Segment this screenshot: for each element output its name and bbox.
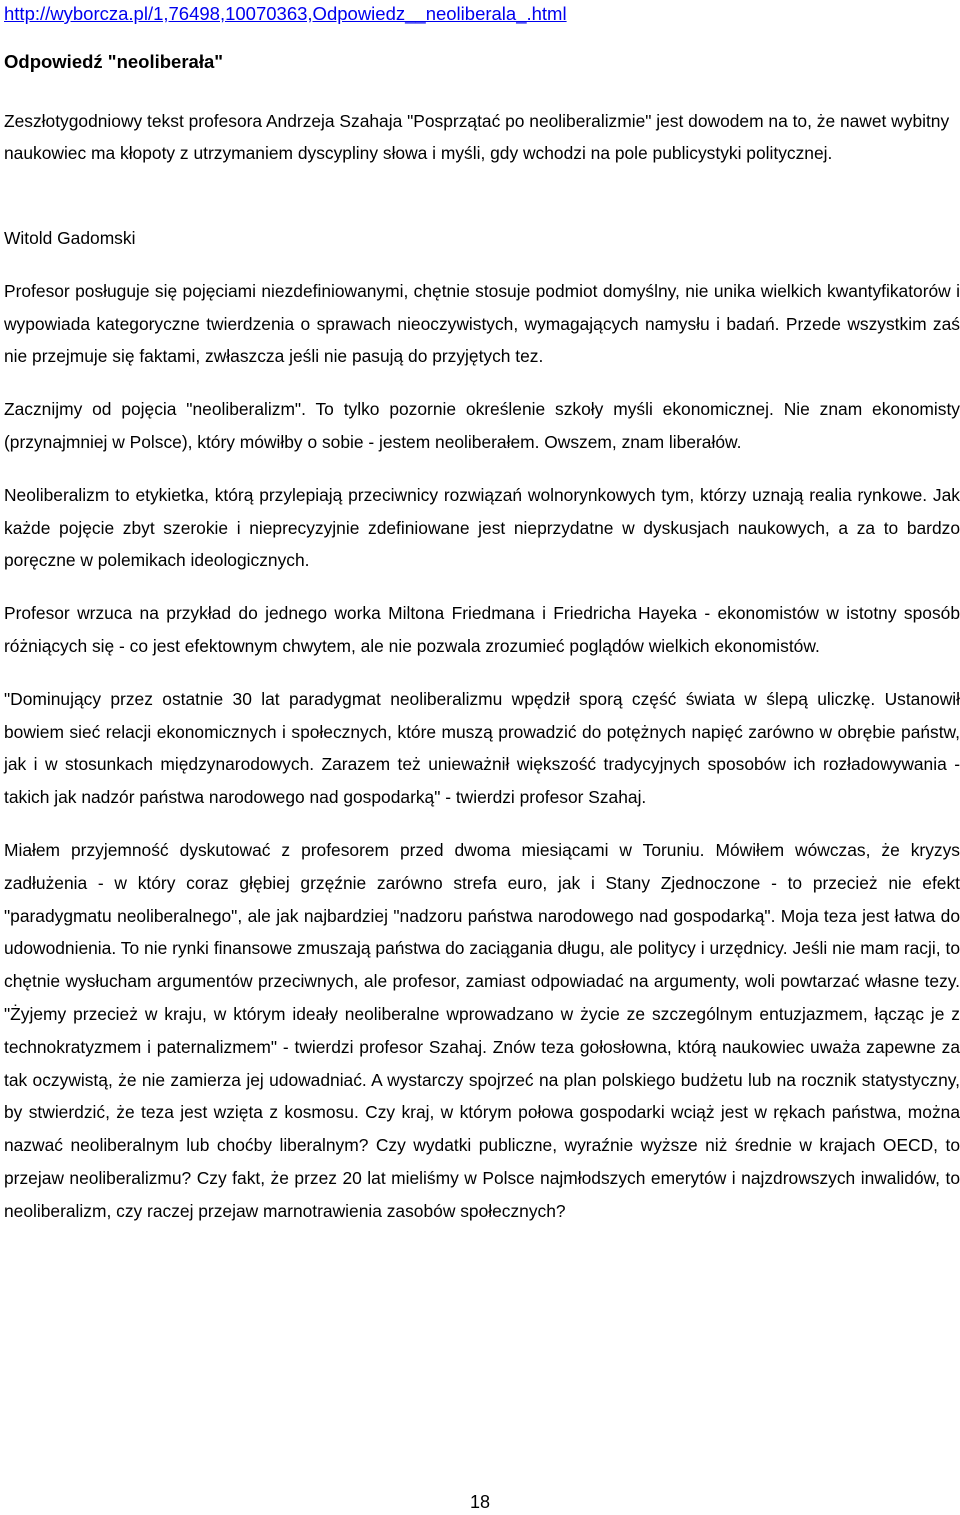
paragraph-6: Miałem przyjemność dyskutować z profesorem przed dwoma miesiącami w Toruniu. Mówiłem wówczas, że kryzys zadłużenia - w który coraz głębiej grzęźnie zarówno strefa euro, jak i Stany Zjednoczone - to przecież nie efekt "paradygmatu neoliberalnego", ale jak najbardziej "nadzoru państwa narodowego nad gospodarką". Moja teza jest łatwa do udowodnienia. To nie rynki finansowe zmuszają państwa do zaciągania długu, ale politycy i urzędnicy. Jeśli nie mam racji, to chętnie wysłucham argumentów przeciwnych, ale profesor, zamiast odpowiadać na argumenty, woli powtarzać własne tezy. "Żyjemy przecież w kraju, w którym ideały neoliberalne wprowadzano w życie ze szczególnym entuzjazmem, łącząc je z technokratyzmem i paternalizmem" - twierdzi profesor Szahaj. Znów teza gołosłowna, którą naukowiec uważa zapewne za tak oczywistą, że nie zamierza jej udowadniać. A wystarczy spojrzeć na plan polskiego budżetu lub na rocznik statystyczny, by stwierdzić, że teza jest wzięta z kosmosu. Czy kraj, w którym połowa gospodarki wciąż jest w rękach państwa, można nazwać neoliberalnym lub choćby liberalnym? Czy wydatki publiczne, wyraźnie wyższe niż średnie w krajach OECD, to przejaw neoliberalizmu? Czy fakt, że przez 20 lat mieliśmy w Polsce najmłodszych emerytów i najzdrowszych inwalidów, to neoliberalizm, czy raczej przejaw marnotrawienia zasobów społecznych? [4,839,960,1221]
source-url-link[interactable]: http://wyborcza.pl/1,76498,10070363,Odpowiedz__neoliberala_.html [4,3,567,24]
article-author: Witold Gadomski [4,228,136,248]
article-body [4,222,960,1248]
paragraph-1: Profesor posługuje się pojęciami niezdefiniowanymi, chętnie stosuje podmiot domyślny, nie unika wielkich kwantyfikatorów i wypowiada kategoryczne twierdzenia o sprawach nieoczywistych, wymagających namysłu i badań. Przede wszystkim zaś nie przejmuje się faktami, zwłaszcza jeśli nie pasują do przyjętych tez. [4,280,960,367]
page-number: 18 [469,1492,491,1512]
paragraph-4: Profesor wrzuca na przykład do jednego worka Miltona Friedmana i Friedricha Hayeka - ekonomistów w istotny sposób różniących się - co jest efektownym chwytem, ale nie pozwala zrozumieć poglądów wielkich ekonomistów. [4,603,960,656]
paragraph-5: "Dominujący przez ostatnie 30 lat paradygmat neoliberalizmu wpędził sporą część świata w ślepą uliczkę. Ustanowił bowiem sieć relacji ekonomicznych i społecznych, które muszą prowadzić do potężnych napięć zarówno w obrębie państw, jak i w stosunkach międzynarodowych. Zarazem też unieważnił większość tradycyjnych sposobów ich rozładowywania - takich jak nadzór państwa narodowego nad gospodarką" - twierdzi profesor Szahaj. [4,688,960,808]
article-title: Odpowiedź "neoliberała" [4,51,224,72]
paragraph-2: Zacznijmy od pojęcia "neoliberalizm". To tylko pozornie określenie szkoły myśli ekonomicznej. Nie znam ekonomisty (przynajmniej w Polsce), który mówiłby o sobie - jestem neoliberałem. Owszem, znam liberałów. [4,399,960,452]
article-lead: Zeszłotygodniowy tekst profesora Andrzeja Szahaja "Posprzątać po neoliberalizmie" jest dowodem na to, że nawet wybitny naukowiec ma kłopoty z utrzymaniem dyscypliny słowa i myśli, gdy wchodzi na pole publicystyki politycznej. [4,111,950,163]
paragraph-3: Neoliberalizm to etykietka, którą przylepiają przeciwnicy rozwiązań wolnorynkowych tym, którzy uznają realia rynkowe. Jak każde pojęcie zbyt szerokie i nieprecyzyjnie zdefiniowane jest nieprzydatne w dyskusjach naukowych, a za to bardzo poręczne w polemikach ideologicznych. [4,484,960,571]
